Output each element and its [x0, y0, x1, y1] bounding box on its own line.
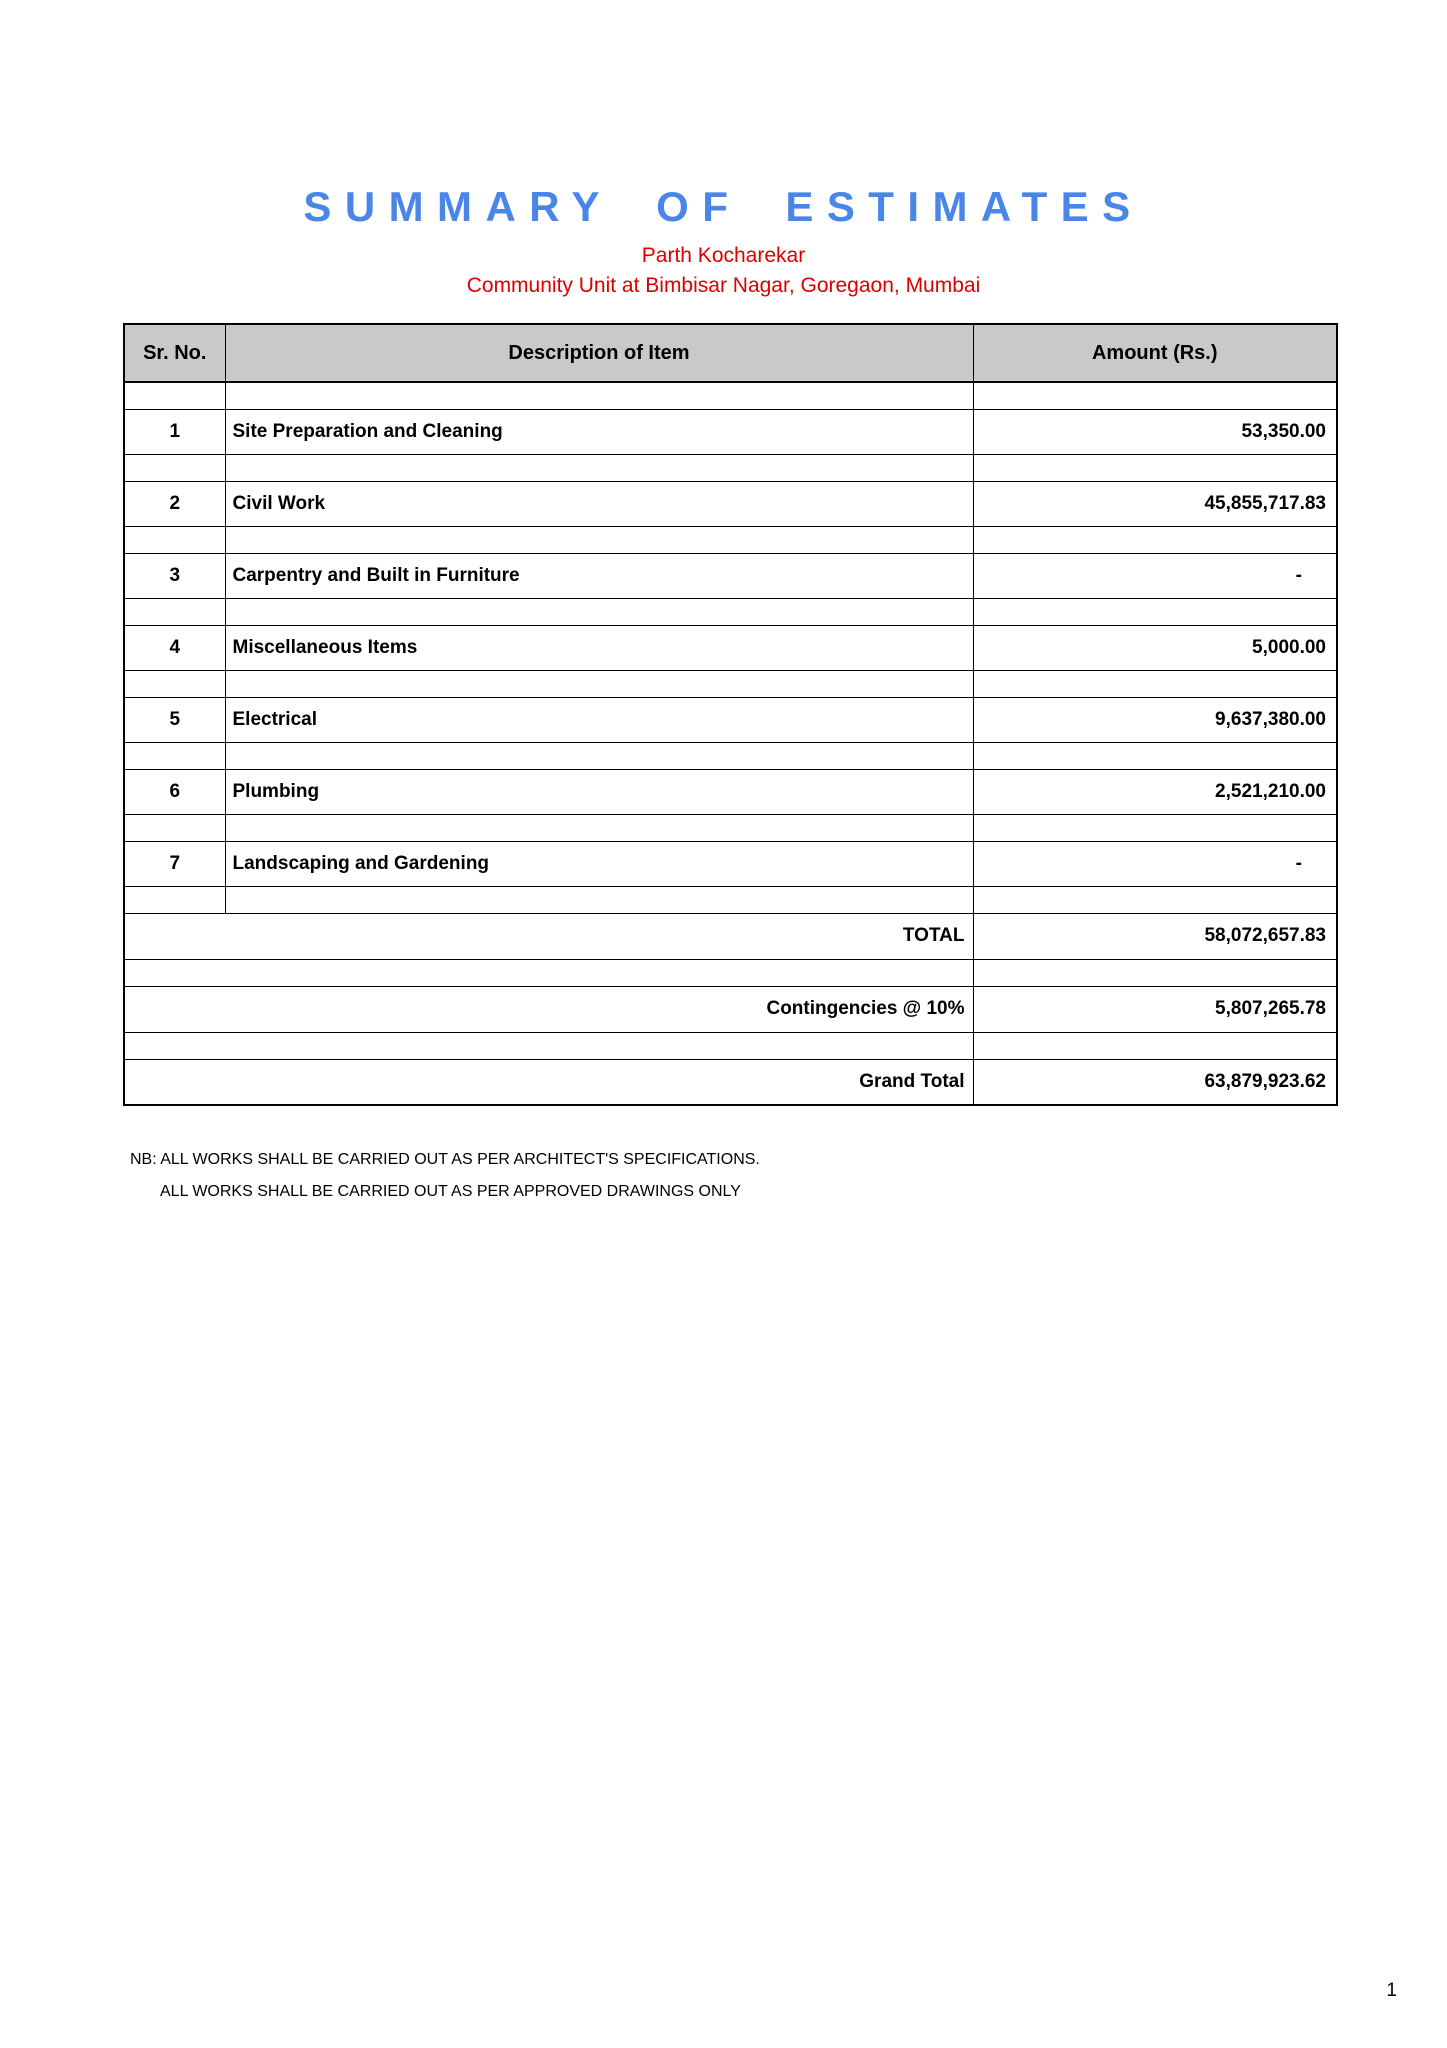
spacer-row — [124, 959, 1337, 986]
note-specifications: NB: ALL WORKS SHALL BE CARRIED OUT AS PER ARCHITECT'S SPECIFICATIONS. — [130, 1151, 760, 1168]
estimates-table — [123, 323, 1338, 1106]
grand-total-row — [124, 1059, 1337, 1105]
contingencies-amount: 5,807,265.78 — [973, 986, 1337, 1032]
spacer-row — [124, 742, 1337, 769]
row-amount: - — [973, 553, 1337, 598]
contingencies-row — [124, 986, 1337, 1032]
spacer-row — [124, 814, 1337, 841]
contingencies-label: Contingencies @ 10% — [124, 986, 973, 1032]
spacer-row — [124, 670, 1337, 697]
table-row — [124, 553, 1337, 598]
spacer-row — [124, 886, 1337, 913]
row-amount: 9,637,380.00 — [973, 697, 1337, 742]
spacer-row — [124, 454, 1337, 481]
grand-total-amount: 63,879,923.62 — [973, 1059, 1337, 1105]
spacer-row — [124, 526, 1337, 553]
row-amount: 5,000.00 — [973, 625, 1337, 670]
table-row — [124, 625, 1337, 670]
total-label: TOTAL — [124, 913, 973, 959]
spacer-row — [124, 382, 1337, 409]
table-row — [124, 409, 1337, 454]
spacer-row — [124, 1032, 1337, 1059]
row-sr: 4 — [124, 625, 225, 670]
note-approved-drawings: ALL WORKS SHALL BE CARRIED OUT AS PER APPROVED DRAWINGS ONLY — [160, 1183, 741, 1200]
row-description: Plumbing — [225, 769, 973, 814]
table-row — [124, 841, 1337, 886]
row-amount: 45,855,717.83 — [973, 481, 1337, 526]
table-row — [124, 697, 1337, 742]
page-title: SUMMARY OF ESTIMATES — [303, 183, 1144, 230]
row-description: Site Preparation and Cleaning — [225, 409, 973, 454]
row-description: Landscaping and Gardening — [225, 841, 973, 886]
row-description: Civil Work — [225, 481, 973, 526]
row-amount: - — [973, 841, 1337, 886]
row-sr: 7 — [124, 841, 225, 886]
column-header-sr: Sr. No. — [124, 324, 225, 382]
notes-section — [130, 1144, 1447, 1208]
table-header-row — [124, 324, 1337, 382]
row-description: Miscellaneous Items — [225, 625, 973, 670]
project-subtitle: Community Unit at Bimbisar Nagar, Goregaon, Mumbai — [466, 274, 981, 297]
row-sr: 1 — [124, 409, 225, 454]
total-row — [124, 913, 1337, 959]
table-row — [124, 769, 1337, 814]
row-sr: 2 — [124, 481, 225, 526]
author-subtitle: Parth Kocharekar — [641, 244, 806, 267]
row-amount: 53,350.00 — [973, 409, 1337, 454]
table-row — [124, 481, 1337, 526]
grand-total-label: Grand Total — [124, 1059, 973, 1105]
row-amount: 2,521,210.00 — [973, 769, 1337, 814]
row-description: Carpentry and Built in Furniture — [225, 553, 973, 598]
column-header-amount: Amount (Rs.) — [973, 324, 1337, 382]
page-number: 1 — [1386, 1980, 1397, 2001]
total-amount: 58,072,657.83 — [973, 913, 1337, 959]
row-sr: 3 — [124, 553, 225, 598]
row-sr: 5 — [124, 697, 225, 742]
row-description: Electrical — [225, 697, 973, 742]
spacer-row — [124, 598, 1337, 625]
column-header-description: Description of Item — [225, 324, 973, 382]
row-sr: 6 — [124, 769, 225, 814]
